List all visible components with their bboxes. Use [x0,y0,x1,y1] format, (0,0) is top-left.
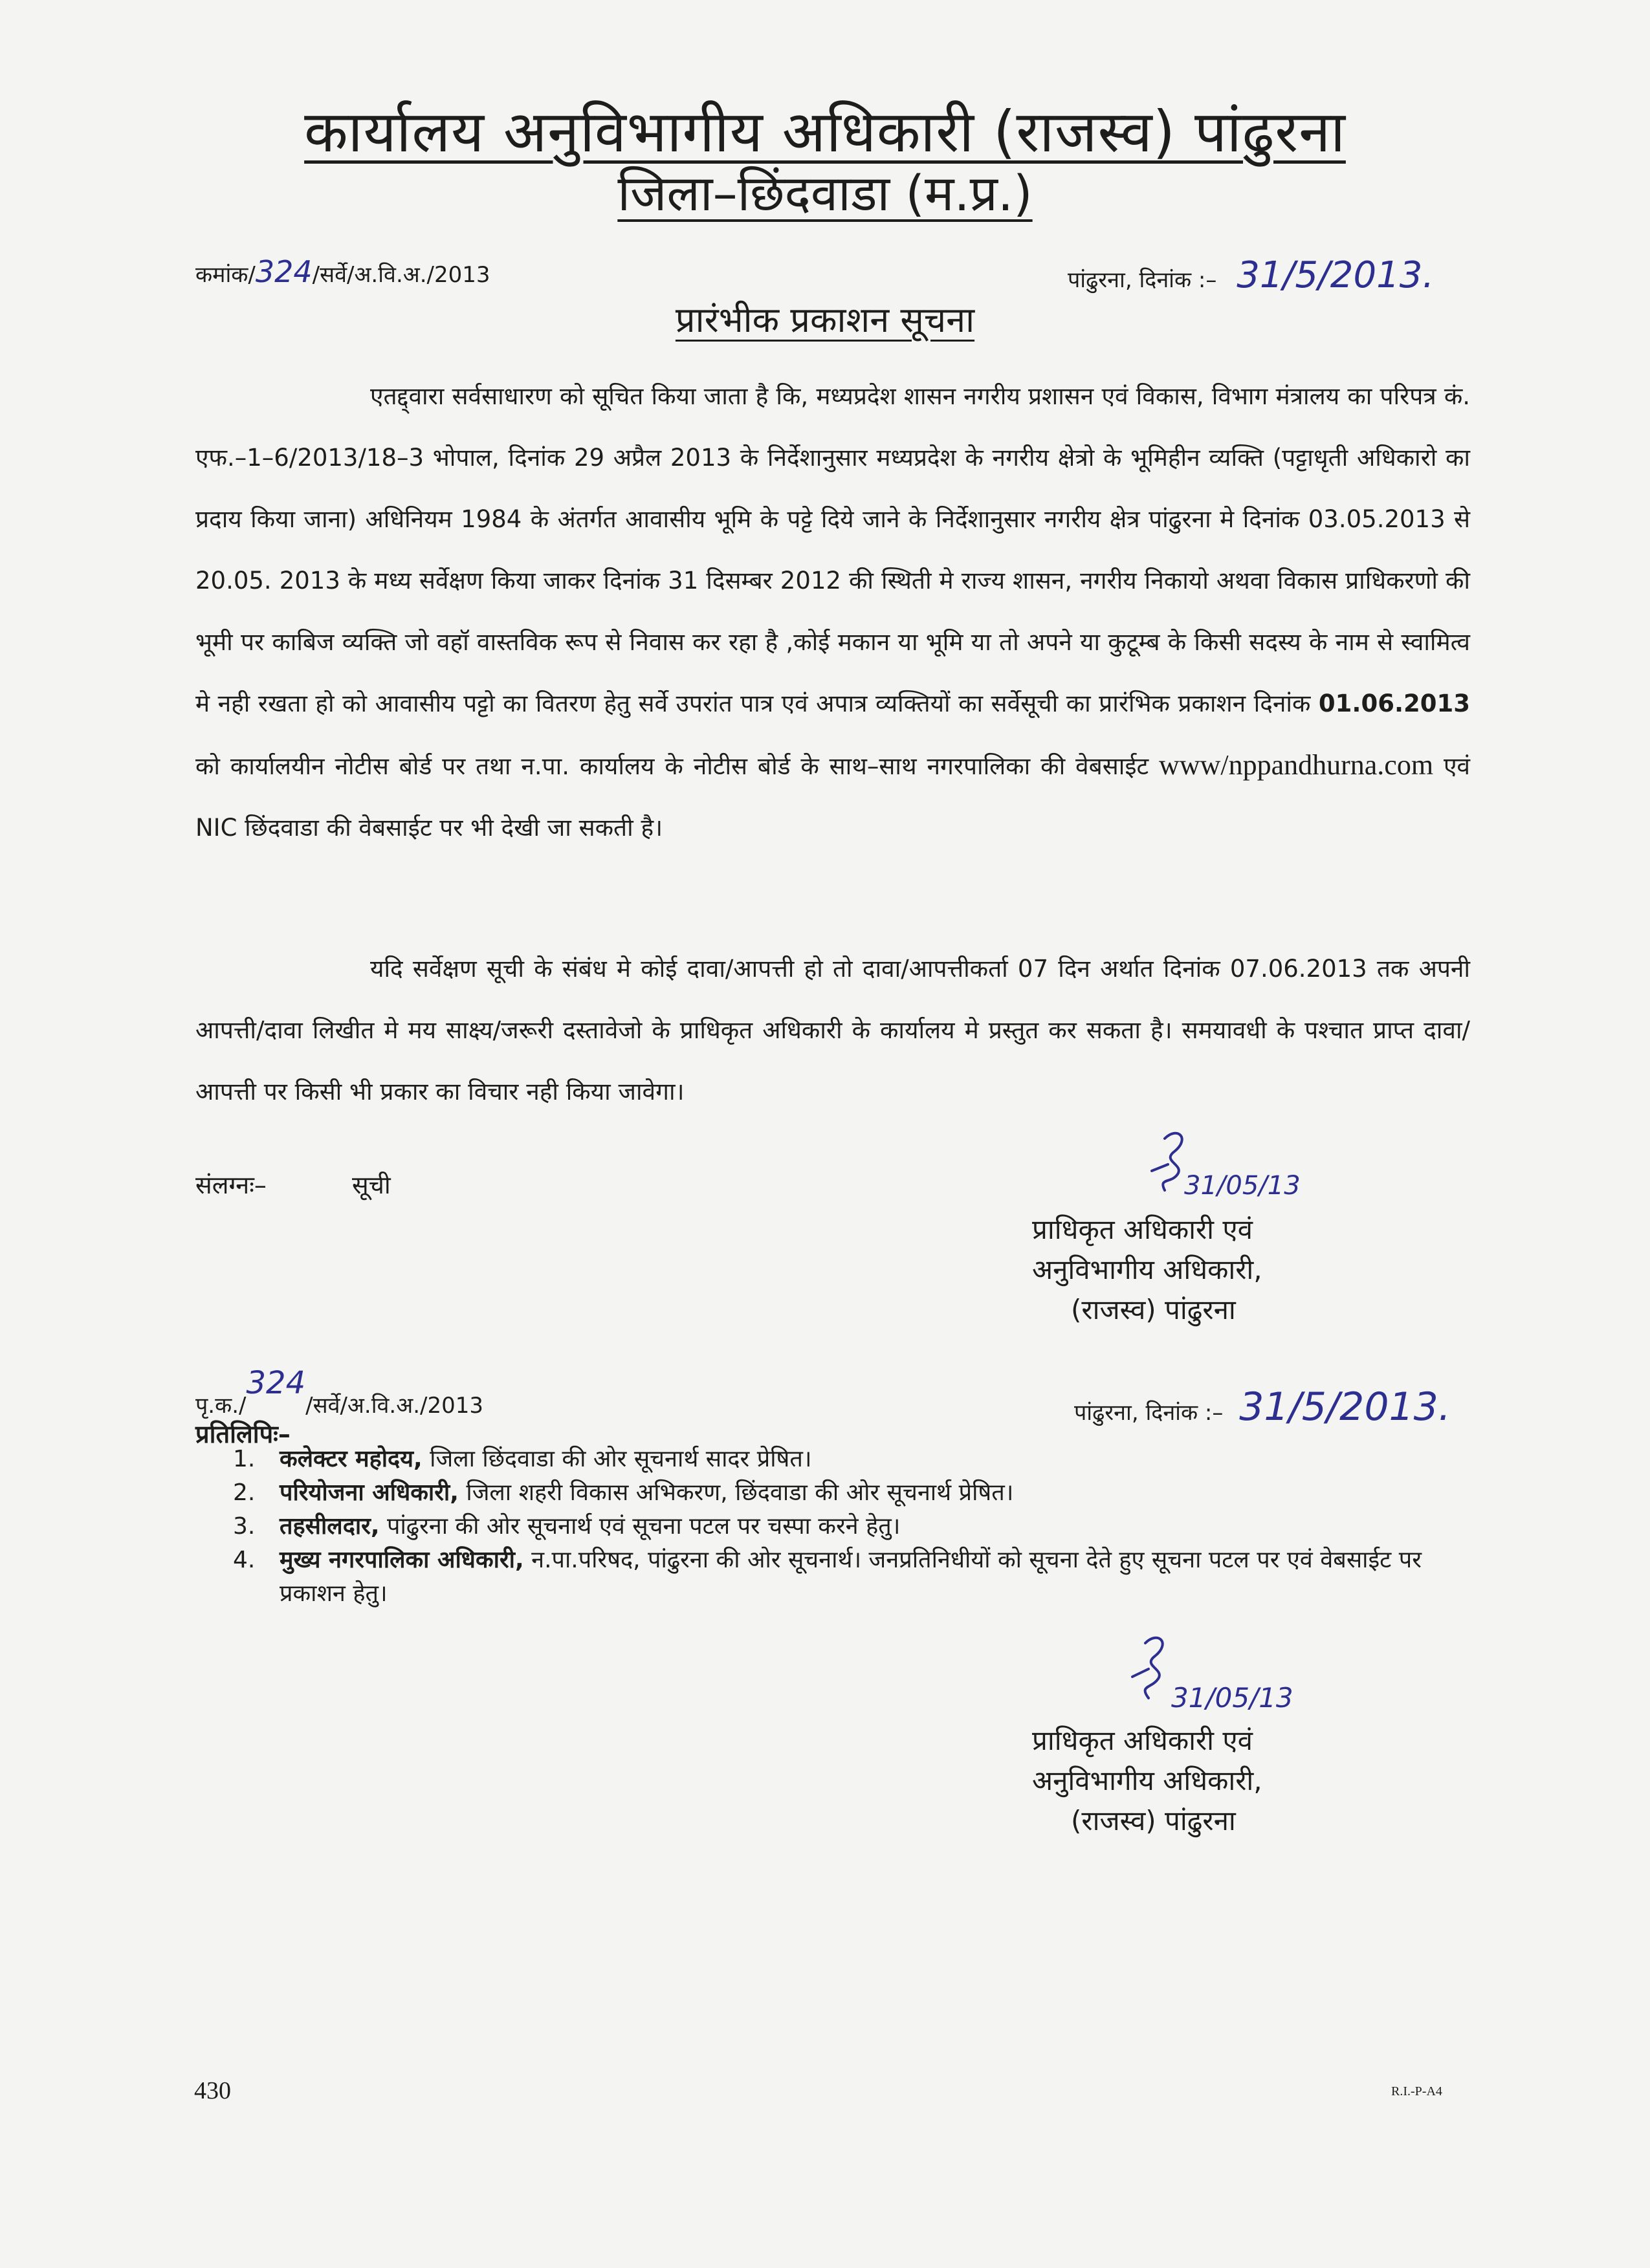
signature-2-date: 31/05/13 [1171,1682,1293,1714]
body-paragraph-2: यदि सर्वेक्षण सूची के संबंध मे कोई दावा/आपत्ती हो तो दावा/आपत्तीकर्ता 07 दिन अर्थात दिनांक 07.06.2013 तक अपनी आपत्ती/दावा लिखीत मे मय साक्ष्य/जरूरी दस्तावेजो के प्राधिकृत अधिकारी के कार्यालय मे प्रस्तुत कर सकता है। समयावधी के पश्चात प्राप्त दावा/आपत्ती पर किसी भी प्रकार का विचार नही किया जावेगा। [195,955,1471,1106]
copy-handwritten-date: 31/5/2013. [1239,1384,1451,1430]
enclosure-label: संलग्नः– [195,1171,267,1199]
handwritten-reference-number: 324 [255,254,313,289]
reference-date [1068,254,1434,296]
copy-item-text: जिला शहरी विकास अभिकरण, छिंदवाडा की ओर सूचनार्थ प्रेषित। [458,1479,1014,1506]
copy-item-text: जिला छिंदवाडा की ओर सूचनार्थ सादर प्रेषित। [422,1446,812,1472]
form-code: R.I.-P-A4 [1391,2084,1442,2099]
copies-label: प्रतिलिपिः– [195,1420,291,1448]
copy-item [233,1476,1462,1510]
website-url: www/nppandhurna.com [1159,749,1434,781]
reference-label: कमांक [195,262,248,288]
office-title: कार्यालय अनुविभागीय अधिकारी (राजस्व) पांढुरना [304,98,1346,165]
copy-item-recipient: कलेक्टर महोदय, [280,1446,423,1472]
copy-item-recipient: तहसीलदार, [280,1513,380,1540]
copy-reference-suffix: /सर्वे/अ.वि.अ./2013 [305,1393,483,1419]
copy-item-number: 2. [233,1479,256,1506]
reference-suffix: /सर्वे/अ.वि.अ./2013 [312,262,490,288]
copy-item-text: न.पा.परिषद, पांढुरना की ओर सूचनार्थ। जनप्रतिनिधीयों को सूचना देते हुए सूचना पटल पर एवं वेबसाईट पर प्रकाशन हेतु। [280,1547,1422,1607]
page-number: 430 [194,2077,231,2104]
paragraph-1-text: एतद्द्वारा सर्वसाधारण को सूचित किया जाता है कि, मध्यप्रदेश शासन नगरीय प्रशासन एवं विकास, विभाग मंत्रालय का परिपत्र कं. एफ.–1–6/2013/18–3 भोपाल, दिनांक 29 अप्रैल 2013 के निर्देशानुसार मध्यप्रदेश के नगरीय क्षेत्रो के भूमिहीन व्यक्ति (पट्टाधृती अधिकारो का प्रदाय किया जाना) अधिनियम 1984 के अंतर्गत आवासीय भूमि के पट्टे दिये जाने के निर्देशानुसार नगरीय क्षेत्र पांढुरना मे दिनांक 03.05.2013 से 20.05. 2013 के मध्य सर्वेक्षण किया जाकर दिनांक 31 दिसम्बर 2012 की स्थिती मे राज्य शासन, नगरीय निकायो अथवा विकास प्राधिकरणो की भूमी पर काबिज व्यक्ति जो वहॉ वास्तविक रूप से निवास कर रहा है ,कोई मकान या भूमि या तो अपने या कुटूम्ब के किसी सदस्य के नाम से स्वामित्व मे नही रखता हो को आवासीय पट्टो का वितरण हेतु सर्वे उपरांत पात्र एवं अपात्र व्यक्तियों का सर्वेसूची का प्रारंभिक प्रकाशन दिनांक [195,382,1470,717]
copy-item-recipient: परियोजना अधिकारी, [280,1479,459,1506]
copy-item [233,1443,1462,1476]
handwritten-date: 31/5/2013. [1237,254,1435,296]
enclosure [195,1168,391,1201]
signature-2-line-3: (राजस्व) पांढुरना [1071,1805,1236,1837]
signature-1-line-1: प्राधिकृत अधिकारी एवं [1032,1214,1253,1245]
place-date-label: पांढुरना, दिनांक :– [1068,267,1217,293]
signature-2-line-2: अनुविभागीय अधिकारी, [1032,1765,1262,1796]
copy-reference-label: पृ.क./ [195,1393,247,1419]
copy-item [233,1510,1462,1543]
copy-reference-date [1074,1384,1451,1430]
signature-1-date: 31/05/13 [1184,1171,1301,1201]
signature-2-line-1: प्राधिकृत अधिकारी एवं [1032,1725,1253,1756]
reference-number: कमांक/324/सर्वे/अ.वि.अ./2013 [195,254,490,289]
district-subtitle: जिला–छिंदवाडा (म.प्र.) [617,164,1033,222]
signature-1-line-2: अनुविभागीय अधिकारी, [1032,1254,1262,1285]
copy-item-number: 3. [233,1513,256,1540]
notice-title: प्रारंभीक प्रकाशन सूचना [675,300,975,340]
paragraph-1-end: एवं NIC छिंदवाडा की वेबसाईट पर भी देखी जा सकती है। [195,752,1470,842]
copy-item-text: पांढुरना की ओर सूचनार्थ एवं सूचना पटल पर चस्पा करने हेतु। [379,1513,901,1540]
publication-date: 01.06.2013 [1318,690,1470,717]
paragraph-1-text-cont: को कार्यालयीन नोटीस बोर्ड पर तथा न.पा. कार्यालय के नोटीस बोर्ड के साथ–साथ नगरपालिका की वेबसाईट [195,752,1149,780]
body-paragraph-1 [195,365,1470,858]
signature-block-1 [1032,1210,1262,1330]
copy-item [233,1543,1462,1611]
enclosure-value: सूची [352,1171,391,1199]
copy-item-number: 1. [233,1446,256,1472]
signature-1-line-3: (राजस्व) पांढुरना [1071,1294,1236,1325]
signature-block-2 [1032,1721,1262,1841]
copies-list [233,1443,1462,1611]
copy-reference-number [195,1365,483,1421]
copy-handwritten-number: 324 [246,1365,306,1401]
copy-place-date-label: पांढुरना, दिनांक :– [1074,1400,1224,1426]
copy-item-number: 4. [233,1547,256,1573]
copy-item-recipient: मुख्य नगरपालिका अधिकारी, [280,1547,524,1573]
